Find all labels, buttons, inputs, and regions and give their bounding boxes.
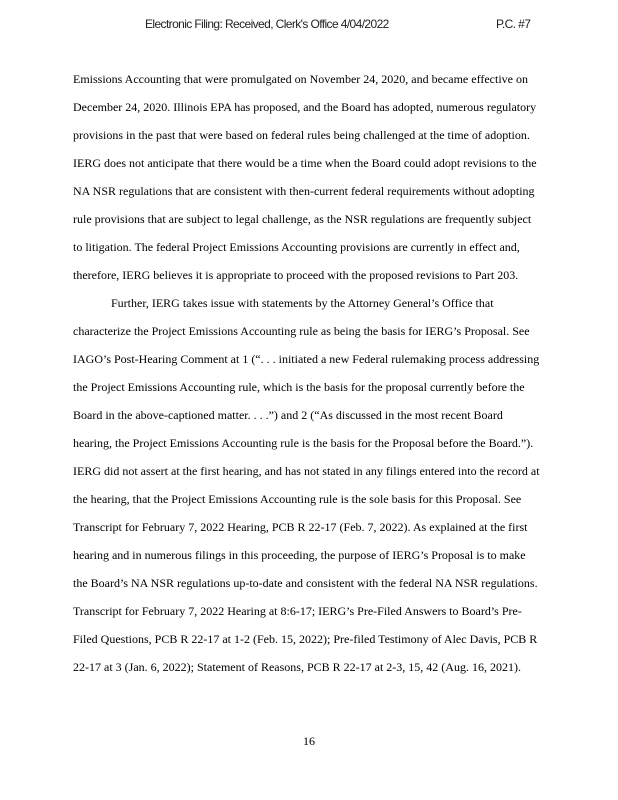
text-line: Transcript for February 7, 2022 Hearing, PCB R 22-17 (Feb. 7, 2022). As explained at the first [73, 520, 528, 534]
text-line: provisions in the past that were based on federal rules being challenged at the time of adoption. [73, 128, 530, 142]
text-line: hearing and in numerous filings in this proceeding, the purpose of IERG’s Proposal is to make [73, 548, 526, 562]
text-line: characterize the Project Emissions Accounting rule as being the basis for IERG’s Proposal. See [73, 324, 530, 338]
filing-stamp: Electronic Filing: Received, Clerk's Office 4/04/2022 [145, 17, 389, 31]
text-line: rule provisions that are subject to legal challenge, as the NSR regulations are frequently subject [73, 212, 532, 226]
text-line: Filed Questions, PCB R 22-17 at 1-2 (Feb. 15, 2022); Pre-filed Testimony of Alec Davis, PCB R [73, 632, 538, 646]
text-line: Board in the above-captioned matter. . . .”) and 2 (“As discussed in the most recent Board [73, 408, 503, 422]
text-line: NA NSR regulations that are consistent with then-current federal requirements without adopting [73, 184, 535, 198]
text-line: hearing, the Project Emissions Accounting rule is the basis for the Proposal before the Board.”). [73, 436, 534, 450]
text-line: to litigation. The federal Project Emissions Accounting provisions are currently in effect and, [73, 240, 520, 254]
page-number: 16 [303, 734, 315, 748]
text-line: Emissions Accounting that were promulgated on November 24, 2020, and became effective on [73, 72, 528, 86]
filing-header [0, 17, 618, 33]
text-line: 22-17 at 3 (Jan. 6, 2022); Statement of Reasons, PCB R 22-17 at 2-3, 15, 42 (Aug. 16, 2021). [73, 660, 521, 674]
text-line: December 24, 2020. Illinois EPA has proposed, and the Board has adopted, numerous regulatory [73, 100, 537, 114]
text-line: IAGO’s Post-Hearing Comment at 1 (“. . . initiated a new Federal rulemaking process addressing [73, 352, 540, 366]
text-line: IERG did not assert at the first hearing, and has not stated in any filings entered into the record at [73, 464, 540, 478]
paragraph-first-line: Further, IERG takes issue with statements by the Attorney General’s Office that [111, 296, 494, 310]
text-line: therefore, IERG believes it is appropriate to proceed with the proposed revisions to Part 203. [73, 268, 519, 282]
text-line: the Board’s NA NSR regulations up-to-date and consistent with the federal NA NSR regulations. [73, 576, 538, 590]
exhibit-label: P.C. #7 [496, 17, 531, 31]
text-line: the hearing, that the Project Emissions Accounting rule is the sole basis for this Proposal. See [73, 492, 522, 506]
text-line: Transcript for February 7, 2022 Hearing at 8:6-17; IERG’s Pre-Filed Answers to Board’s Pre- [73, 604, 522, 618]
text-line: the Project Emissions Accounting rule, which is the basis for the proposal currently before the [73, 380, 525, 394]
document-body [73, 73, 551, 689]
text-line: IERG does not anticipate that there would be a time when the Board could adopt revisions to the [73, 156, 537, 170]
